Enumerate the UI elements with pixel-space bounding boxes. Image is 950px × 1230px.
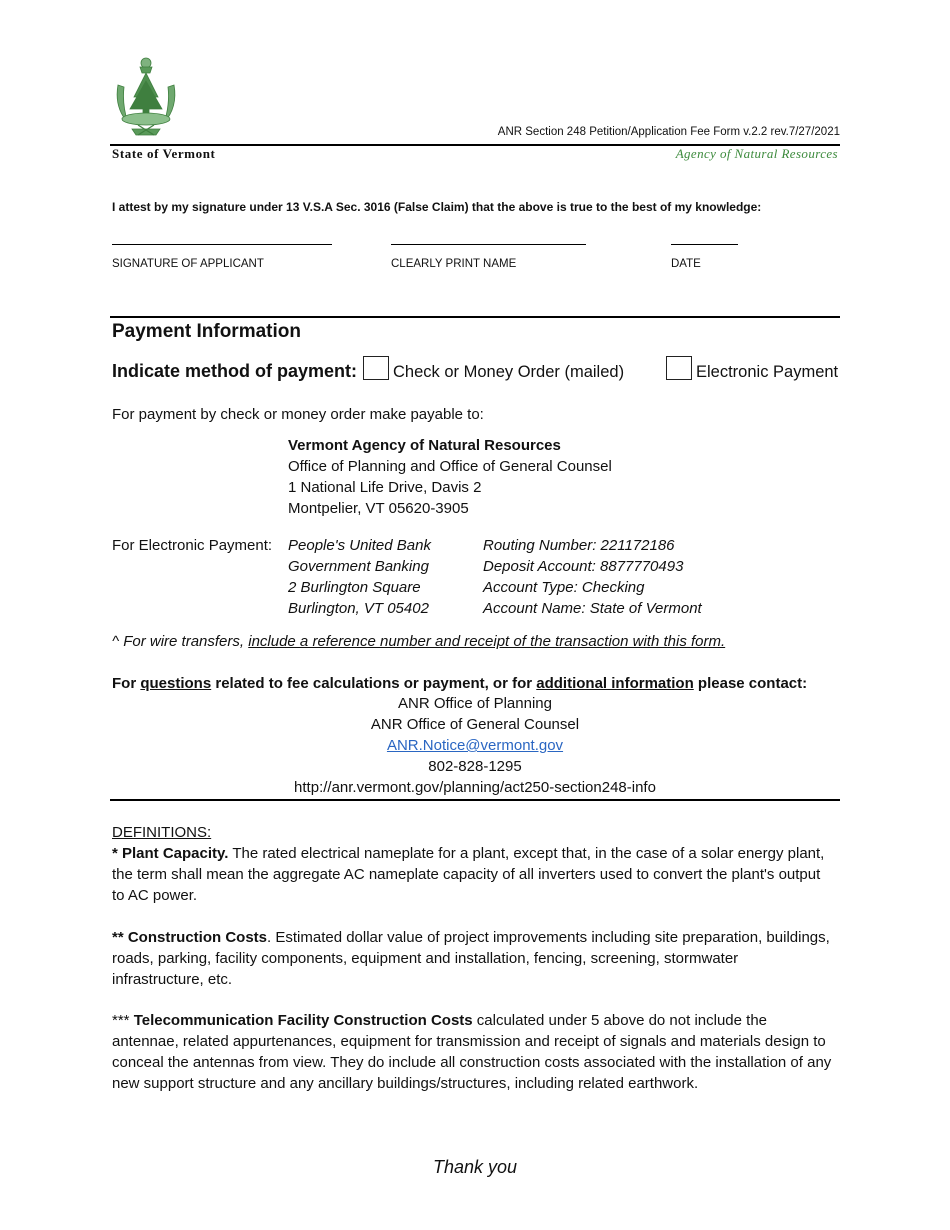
date-label: DATE [671, 258, 701, 270]
payee-name: Vermont Agency of Natural Resources [288, 437, 561, 454]
contact-heading [112, 673, 807, 694]
contact-url: http://anr.vermont.gov/planning/act250-section248-info [294, 779, 656, 796]
definition-text: The rated electrical nameplate for a plant, except that, in the case of a solar energy plant, the term shall mean the aggregate AC nameplate capacity of all inverters used to convert the plant's output to AC power. [112, 845, 825, 904]
payee-line-3: Montpelier, VT 05620-3905 [288, 500, 469, 517]
routing-number: Routing Number: 221172186 [483, 537, 675, 554]
agency-name: Agency of Natural Resources [675, 146, 838, 161]
electronic-payment-checkbox[interactable] [666, 356, 692, 380]
check-money-order-checkbox[interactable] [363, 356, 389, 380]
contact-text: related to fee calculations or payment, or for [211, 675, 537, 692]
wire-transfer-note [112, 631, 725, 652]
payment-method-label: Indicate method of payment: [112, 361, 358, 381]
check-payable-intro: For payment by check or money order make payable to: [112, 406, 484, 423]
contact-text: please contact: [693, 675, 808, 692]
office-planning: ANR Office of Planning [398, 695, 552, 712]
bank-line: 2 Burlington Square [288, 579, 421, 596]
print-name-label: CLEARLY PRINT NAME [391, 258, 517, 270]
payee-line-2: 1 National Life Drive, Davis 2 [288, 479, 482, 496]
bank-line: Government Banking [288, 558, 429, 575]
additional-info-text: additional information [536, 675, 694, 692]
print-name-line[interactable] [391, 244, 586, 245]
payee-line-1: Office of Planning and Office of General Counsel [288, 458, 612, 475]
attestation-statement: I attest by my signature under 13 V.S.A Sec. 3016 (False Claim) that the above is true to the best of my knowledge: [112, 200, 762, 214]
wire-instruction: include a reference number and receipt of the transaction with this form. [248, 633, 726, 650]
definition-text: . Estimated dollar value of project improvements including site preparation, buildings, roads, parking, facility components, equipment and installation, fencing, screening, stormwater infrastructure, etc. [112, 929, 830, 988]
payment-section-rule [110, 316, 840, 318]
check-money-order-label: Check or Money Order (mailed) [393, 363, 625, 381]
signature-label: SIGNATURE OF APPLICANT [112, 258, 264, 270]
deposit-account: Deposit Account: 8877770493 [483, 558, 684, 575]
definition-term: * Plant Capacity. [112, 845, 229, 862]
definition-term: Telecommunication Facility Construction Costs [133, 1012, 473, 1029]
definition-telecom-costs [112, 1010, 832, 1094]
electronic-payment-label: Electronic Payment [696, 363, 839, 381]
definition-text: calculated under 5 above do not include the antennae, related appurtenances, equipment for transmission and receipt of signals and materials design to conceal the antennas from view. They do include all construction costs associated with the installation of any new support structure and any ancillary buildings/structures, including related earthwork. [112, 1012, 832, 1092]
payment-title: Payment Information [112, 321, 301, 342]
account-details [483, 535, 702, 619]
bank-line: People's United Bank [288, 537, 431, 554]
contact-section-rule [110, 799, 840, 801]
date-line[interactable] [671, 244, 738, 245]
office-counsel: ANR Office of General Counsel [370, 716, 580, 733]
thank-you-text: Thank you [432, 1157, 518, 1177]
signature-line[interactable] [112, 244, 332, 245]
bank-address [288, 535, 431, 619]
contact-text: For [112, 675, 141, 692]
questions-text: questions [140, 675, 212, 692]
definition-term: ** Construction Costs [112, 929, 268, 946]
account-name: Account Name: State of Vermont [483, 600, 702, 617]
contact-block [110, 693, 840, 798]
electronic-payment-label-text: For Electronic Payment: [112, 537, 273, 554]
contact-phone: 802-828-1295 [428, 758, 522, 775]
definition-plant-capacity [112, 843, 832, 906]
payee-address [288, 435, 612, 519]
definition-prefix: *** [112, 1012, 134, 1029]
bank-line: Burlington, VT 05402 [288, 600, 429, 617]
state-of-vermont-label: State of Vermont [112, 146, 216, 161]
definition-construction-costs [112, 927, 832, 990]
vermont-seal-logo [110, 55, 182, 137]
definitions-heading [112, 822, 832, 843]
contact-email-link[interactable]: ANR.Notice@vermont.gov [386, 737, 564, 754]
definitions-title: DEFINITIONS: [112, 824, 212, 841]
account-type: Account Type: Checking [483, 579, 645, 596]
form-identifier: ANR Section 248 Petition/Application Fee Form v.2.2 rev.7/27/2021 [497, 126, 840, 138]
wire-prefix: ^ For wire transfers, [112, 633, 249, 650]
